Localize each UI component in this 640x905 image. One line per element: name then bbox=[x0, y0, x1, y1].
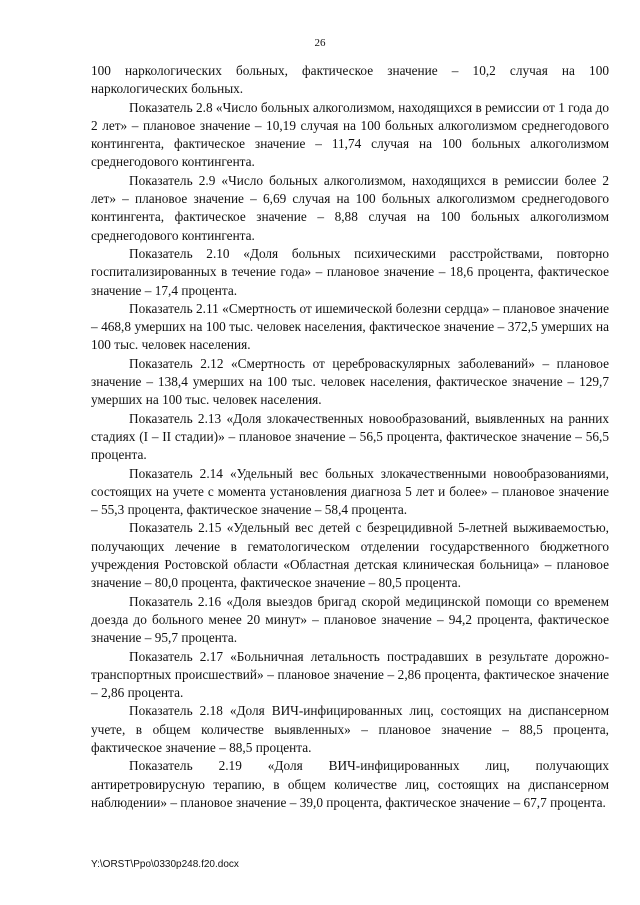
paragraph: Показатель 2.9 «Число больных алкоголизмом, находящихся в ремиссии более 2 лет» – плановое значение – 6,69 случая на 100 больных алкоголизмом среднегодового контингента, фактическое значение – 8,88 случая на 100 больных алкоголизмом среднегодового контингента. bbox=[91, 172, 609, 243]
page-number: 26 bbox=[314, 37, 326, 49]
paragraph: Показатель 2.11 «Смертность от ишемической болезни сердца» – плановое значение – 468,8 умерших на 100 тыс. человек населения, фактическое значение – 372,5 умерших на 100 тыс. человек населения. bbox=[91, 300, 609, 353]
paragraph: 100 наркологических больных, фактическое значение – 10,2 случая на 100 наркологических больных. bbox=[91, 63, 609, 97]
paragraph: Показатель 2.18 «Доля ВИЧ-инфицированных лиц, состоящих на диспансерном учете, в общем количестве выявленных» – плановое значение – 88,5 процента, фактическое значение – 88,5 процента. bbox=[91, 703, 609, 755]
document-body bbox=[91, 62, 609, 812]
paragraph: Показатель 2.14 «Удельный вес больных злокачественными новообразованиями, состоящих на учете с момента установления диагноза 5 лет и более» – плановое значение – 55,3 процента, фактическое значение – 58,4 процента. bbox=[91, 465, 609, 518]
paragraph: Показатель 2.10 «Доля больных психическими расстройствами, повторно госпитализированных в течение года» – плановое значение – 18,6 процента, фактическое значение – 17,4 процента. bbox=[91, 245, 609, 298]
paragraph: Показатель 2.19 «Доля ВИЧ-инфицированных лиц, получающих антиретровирусную терапию, в общем количестве лиц, состоящих на диспансерном наблюдении» – плановое значение – 39,0 процента, фактическое значение – 67,7 процента. bbox=[91, 758, 609, 810]
paragraph: Показатель 2.16 «Доля выездов бригад скорой медицинской помощи со временем доезда до больного менее 20 минут» – плановое значение – 94,2 процента, фактическое значение – 95,7 процента. bbox=[91, 593, 609, 646]
paragraph: Показатель 2.13 «Доля злокачественных новообразований, выявленных на ранних стадиях (I – II стадии)» – плановое значение – 56,5 процента, фактическое значение – 56,5 процента. bbox=[91, 410, 609, 463]
paragraph: Показатель 2.12 «Смертность от цереброваскулярных заболеваний» – плановое значение – 138,4 умерших на 100 тыс. человек населения, фактическое значение – 129,7 умерших на 100 тыс. человек населения. bbox=[91, 355, 609, 408]
footer-file-path: Y:\ORST\Ppo\0330p248.f20.docx bbox=[91, 859, 239, 870]
paragraph: Показатель 2.8 «Число больных алкоголизмом, находящихся в ремиссии от 1 года до 2 лет» – плановое значение – 10,19 случая на 100 больных алкоголизмом среднегодового контингента, фактическое значение – 11,74 случая на 100 больных алкоголизмом среднегодового контингента. bbox=[91, 99, 609, 170]
paragraph: Показатель 2.17 «Больничная летальность пострадавших в результате дорожно-транспортных происшествий» – плановое значение – 2,86 процента, фактическое значение – 2,86 процента. bbox=[91, 648, 609, 701]
paragraph: Показатель 2.15 «Удельный вес детей с безрецидивной 5-летней выживаемостью, получающих лечение в гематологическом отделении государственного бюджетного учреждения Ростовской области «Областная детская клиническая больница» – плановое значение – 80,0 процента, фактическое значение – 80,5 процента. bbox=[91, 520, 609, 591]
